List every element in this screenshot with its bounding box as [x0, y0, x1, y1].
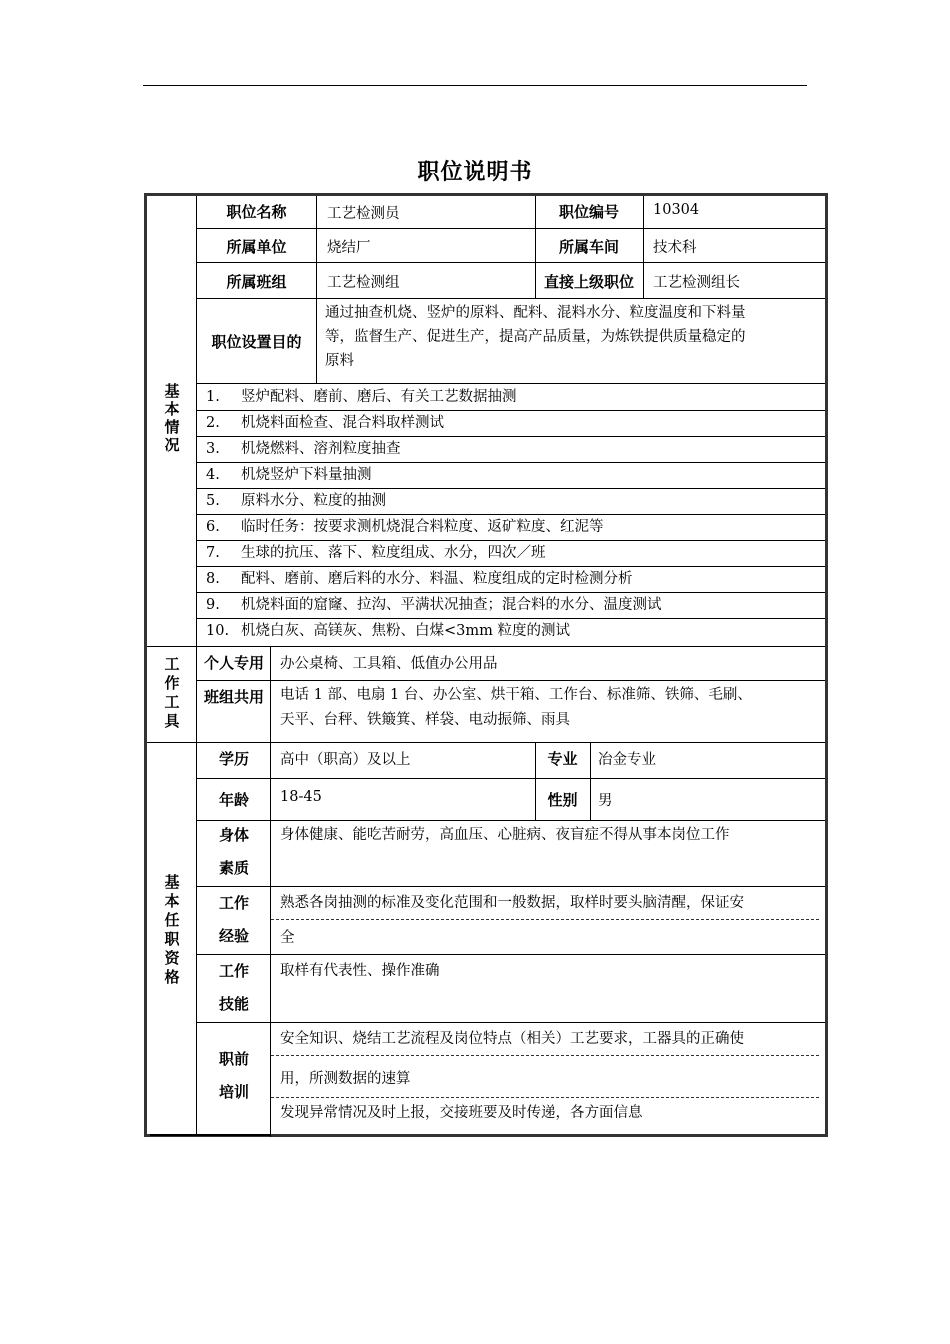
exp-label-2: 经验 — [218, 927, 249, 945]
duty-item: 2. 机烧料面检查、混合料取样测试 — [206, 415, 444, 431]
age-value: 18-45 — [280, 789, 322, 805]
superior-value: 工艺检测组长 — [653, 275, 740, 291]
section-tools-label: 工作工具 — [164, 655, 180, 730]
tools-personal-label: 个人专用 — [203, 654, 264, 672]
tools-personal-value: 办公桌椅、工具箱、低值办公用品 — [280, 656, 498, 672]
section-tools — [147, 646, 197, 742]
workshop-value: 技术科 — [653, 240, 697, 256]
edu-label: 学历 — [218, 750, 249, 768]
exp-line-2: 全 — [280, 930, 295, 946]
body-label-1: 身体 — [218, 826, 249, 844]
train-label-2: 培训 — [218, 1083, 249, 1101]
duty-item: 4. 机烧竖炉下料量抽测 — [206, 467, 372, 483]
skill-label-2: 技能 — [218, 995, 249, 1013]
purpose-label: 职位设置目的 — [211, 333, 302, 351]
section-basic — [147, 196, 197, 646]
bottom-stub — [150, 1134, 270, 1136]
exp-label-1: 工作 — [218, 894, 249, 912]
duty-item: 8. 配料、磨前、磨后料的水分、料温、粒度组成的定时检测分析 — [206, 571, 633, 587]
section-qual — [147, 742, 197, 1134]
position-no-value: 10304 — [653, 202, 700, 218]
position-name-label: 职位名称 — [226, 203, 287, 221]
train-line-2: 用，所测数据的速算 — [280, 1071, 411, 1087]
page-title: 职位说明书 — [417, 160, 533, 185]
major-value: 冶金专业 — [598, 752, 656, 768]
major-label: 专业 — [547, 750, 578, 768]
body-value: 身体健康、能吃苦耐劳，高血压、心脏病、夜盲症不得从事本岗位工作 — [280, 827, 730, 843]
position-no-label: 职位编号 — [558, 203, 619, 221]
gender-value: 男 — [598, 793, 613, 809]
body-label-2: 素质 — [218, 859, 249, 877]
section-qual-label: 基本任职资格 — [164, 873, 180, 986]
purpose-line-3: 原料 — [325, 353, 354, 369]
workshop-label: 所属车间 — [558, 238, 619, 256]
gender-label: 性别 — [547, 791, 578, 809]
duty-item: 9. 机烧料面的窟窿、拉沟、平满状况抽查；混合料的水分、温度测试 — [206, 597, 662, 613]
header-rule — [143, 85, 807, 86]
edu-value: 高中（职高）及以上 — [280, 752, 411, 768]
unit-label: 所属单位 — [226, 238, 287, 256]
skill-label-1: 工作 — [218, 962, 249, 980]
skill-value: 取样有代表性、操作准确 — [280, 963, 440, 979]
duty-item: 5. 原料水分、粒度的抽测 — [206, 493, 386, 509]
purpose-line-2: 等，监督生产、促进生产，提高产品质量，为炼铁提供质量稳定的 — [325, 329, 746, 345]
duty-item: 3. 机烧燃料、溶剂粒度抽查 — [206, 441, 401, 457]
duty-item: 1. 竖炉配料、磨前、磨后、有关工艺数据抽测 — [206, 389, 517, 405]
duty-item: 7. 生球的抗压、落下、粒度组成、水分，四次／班 — [206, 545, 546, 561]
train-divider-1 — [271, 1055, 819, 1056]
purpose-line-1: 通过抽查机烧、竖炉的原料、配料、混料水分、粒度温度和下料量 — [325, 305, 746, 321]
tools-shared-line-2: 天平、台秤、铁簸箕、样袋、电动振筛、雨具 — [280, 712, 570, 728]
age-label: 年龄 — [218, 791, 249, 809]
tools-shared-label: 班组共用 — [203, 688, 264, 706]
duty-item: 10. 机烧白灰、高镁灰、焦粉、白煤<3mm 粒度的测试 — [206, 623, 570, 639]
train-label-1: 职前 — [218, 1050, 249, 1068]
train-line-3: 发现异常情况及时上报，交接班要及时传递，各方面信息 — [280, 1105, 643, 1121]
exp-line-1: 熟悉各岗抽测的标准及变化范围和一般数据，取样时要头脑清醒，保证安 — [280, 895, 744, 911]
team-value: 工艺检测组 — [327, 275, 400, 291]
train-divider-2 — [271, 1097, 819, 1098]
section-basic-label: 基本情况 — [164, 382, 180, 454]
superior-label: 直接上级职位 — [543, 273, 634, 291]
duty-item: 6. 临时任务：按要求测机烧混合料粒度、返矿粒度、红泥等 — [206, 519, 604, 535]
exp-divider — [271, 919, 819, 920]
team-label: 所属班组 — [226, 273, 287, 291]
position-name-value: 工艺检测员 — [327, 206, 400, 222]
tools-shared-line-1: 电话 1 部、电扇 1 台、办公室、烘干箱、工作台、标准筛、铁筛、毛刷、 — [280, 687, 752, 703]
unit-value: 烧结厂 — [327, 240, 371, 256]
train-line-1: 安全知识、烧结工艺流程及岗位特点（相关）工艺要求，工器具的正确使 — [280, 1031, 744, 1047]
